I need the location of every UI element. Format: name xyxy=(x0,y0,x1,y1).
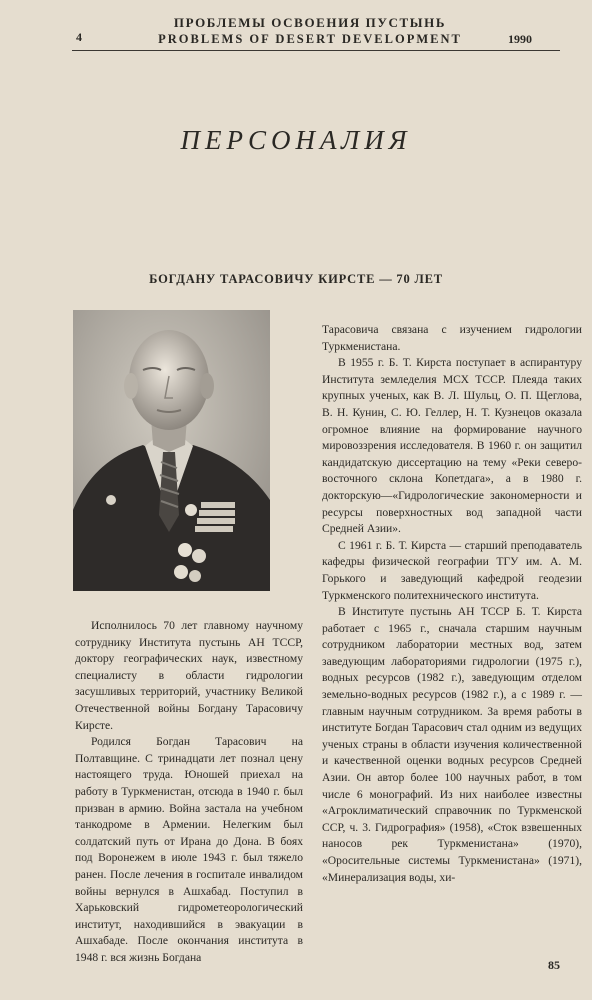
left-column xyxy=(75,618,303,966)
journal-title-ru: ПРОБЛЕМЫ ОСВОЕНИЯ ПУСТЫНЬ xyxy=(173,15,447,30)
header-rule xyxy=(72,50,560,51)
journal-header xyxy=(120,14,500,47)
header-page-number: 4 xyxy=(76,30,82,44)
right-continuation: Тарасовича связана с изучением гидрологии Туркменистана. xyxy=(322,323,582,353)
right-column xyxy=(322,322,582,886)
left-paragraph-2: Родился Богдан Тарасович на Полтавщине. С тринадцати лет познал цену настоящего труда. Юношей приехал на работу в Туркменистан, отсюда в 1940 г. был призван в армию. Война застала на учебном танкодроме в Армении. Нелегким был солдатский путь от Ирана до Дона. В боях под Воронежем в июле 1943 г. был тяжело ранен. После лечения в госпитале инвалидом войны вернулся в Ашхабад. Поступил в Харьковский гидрометеорологический институт, находившийся в эвакуации в Ашхабаде. После окончания института в 1948 г. вся жизнь Богдана xyxy=(75,735,303,964)
left-paragraph-1: Исполнилось 70 лет главному научному сотруднику Института пустынь АН ТССР, доктору географических наук, известному специалисту в области гидрологии засушливых территорий, участнику Великой Отечественной войны Богдану Тарасовичу Кирсте. xyxy=(75,619,303,732)
right-paragraph-1: В 1955 г. Б. Т. Кирста поступает в аспирантуру Института земледелия МСХ ТССР. Плеяда таких крупных ученых, как В. Л. Шульц, О. П. Щеглова, В. Н. Кунин, С. Ю. Геллер, Н. Т. Кузнецов оказала огромное влияние на формирование научного мировоззрения исследователя. В 1960 г. он защитил кандидатскую диссертацию на тему «Реки северо-восточного склона Копетдага», а в 1980 г. докторскую—«Гидрологические закономерности и ресурсы поверхностных вод западной части Средней Азии». xyxy=(322,356,582,536)
portrait-illustration xyxy=(73,310,270,591)
portrait-photo xyxy=(73,310,270,591)
page-number: 85 xyxy=(548,958,560,972)
journal-title-en: PROBLEMS OF DESERT DEVELOPMENT xyxy=(158,32,462,46)
right-paragraph-3: В Институте пустынь АН ТССР Б. Т. Кирста работает с 1965 г., сначала старшим научным сотрудником лаборатории местных вод, затем заведующим лабораториями гидрологии (1975 г.), водных ресурсов (1982 г.), заведующим отделом земельно-водных ресурсов (1982 г.), а с 1989 г. — главным научным сотрудником. За время работы в институте Богдан Тарасович стал одним из ведущих ученых страны в области изучения количественной и качественной оценки водных ресурсов Средней Азии. Он автор более 100 научных работ, в том числе 6 монографий. Из них наиболее известны «Агроклиматический справочник по Туркменской ССР, ч. 3. Гидрография» (1958), «Сток взвешенных наносов рек Туркменистана» (1970), «Оросительные системы Туркменистана» (1971), «Минерализация воды, хи- xyxy=(322,605,582,884)
right-paragraph-2: С 1961 г. Б. Т. Кирста — старший преподаватель кафедры физической географии ТГУ им. А. М. Горького и заведующий кафедрой геодезии Туркменского политехнического института. xyxy=(322,538,582,602)
article-title: БОГДАНУ ТАРАСОВИЧУ КИРСТЕ — 70 ЛЕТ xyxy=(149,272,443,286)
section-title: ПЕРСОНАЛИЯ xyxy=(180,125,412,155)
header-year: 1990 xyxy=(508,32,532,46)
